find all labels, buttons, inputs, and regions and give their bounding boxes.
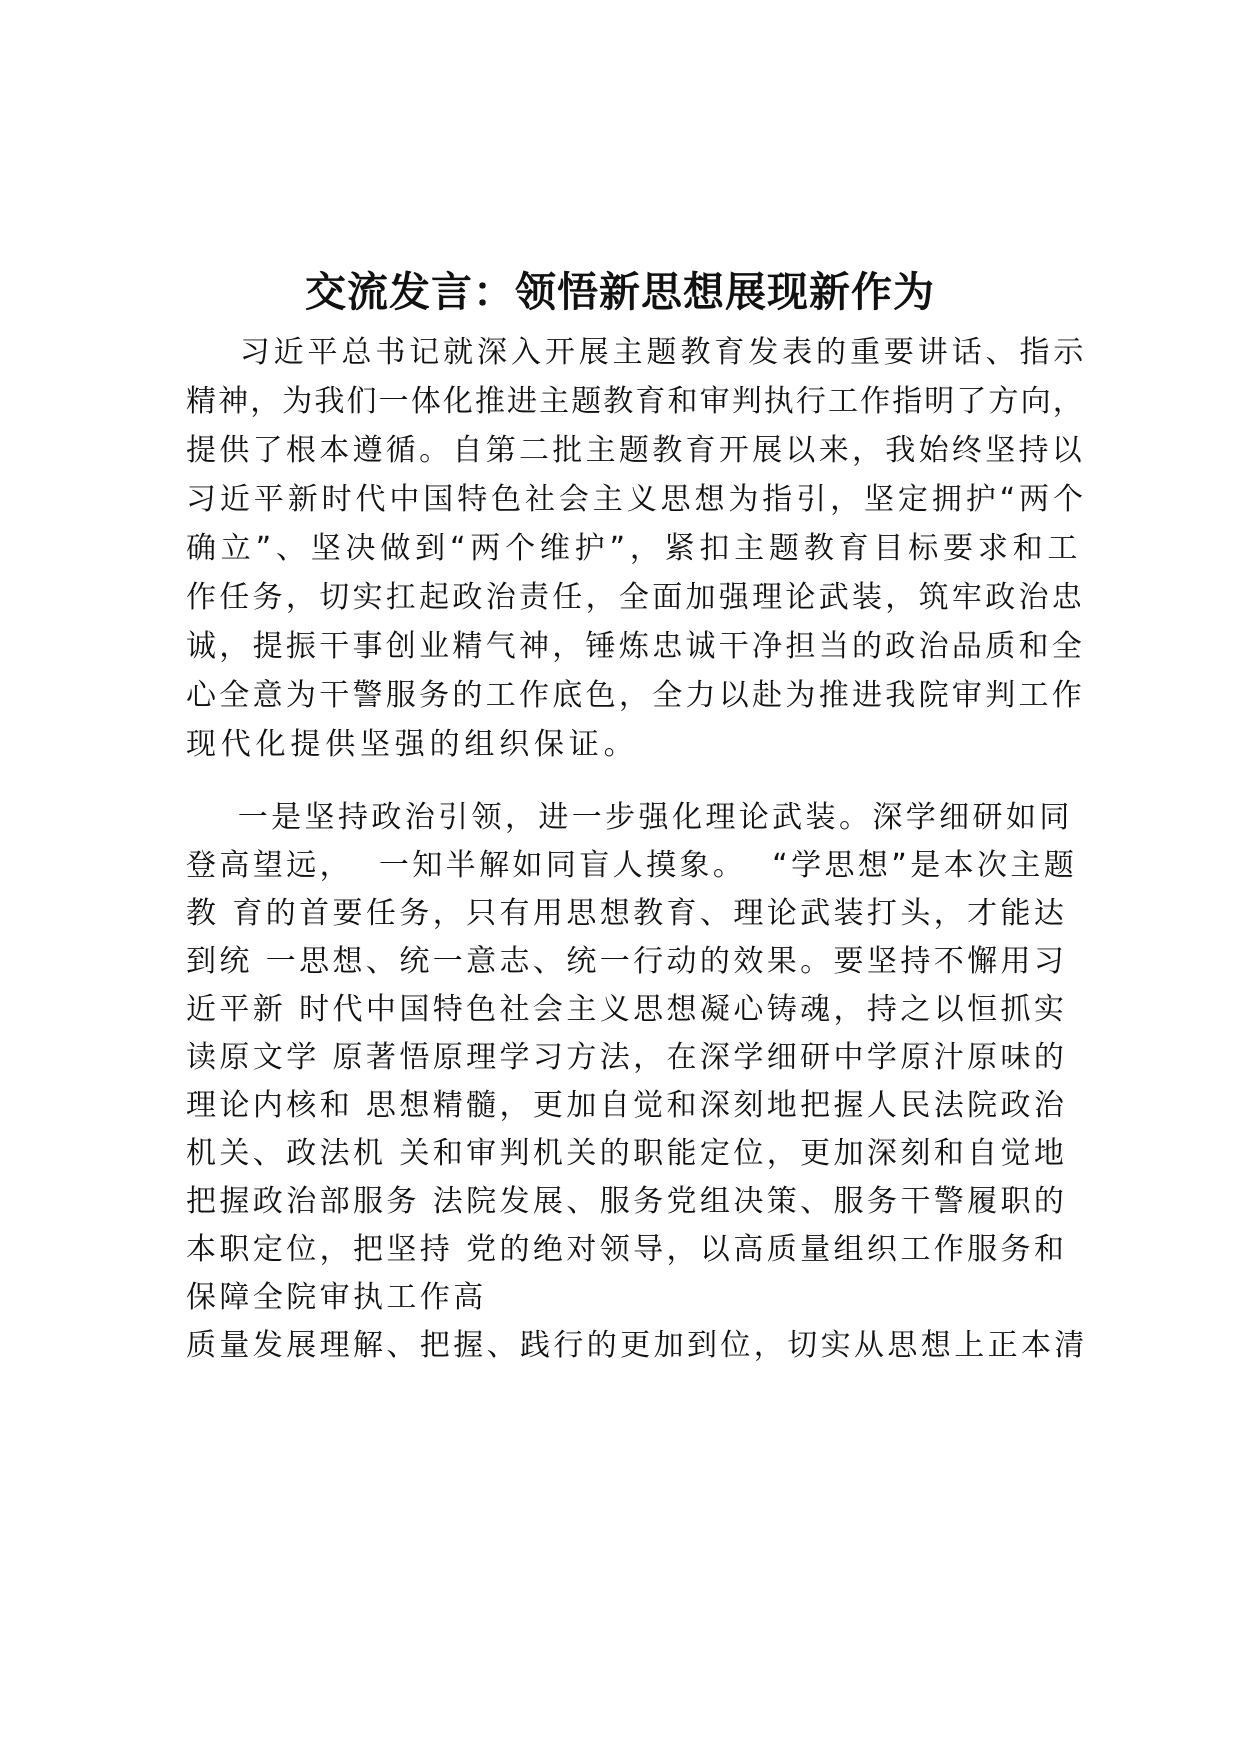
paragraph-line: 理论内核和 思想精髓，更加自觉和深刻地把握人民法院政治 [186, 1088, 1068, 1123]
paragraph-line: 习近平新时代中国特色社会主义思想为指引，坚定拥护“两个 [186, 482, 1087, 517]
paragraph-line: 确立”、坚决做到“两个维护”，紧扣主题教育目标要求和工 [186, 531, 1083, 566]
paragraph-line: 本职定位，把坚持 党的绝对领导，以高质量组织工作服务和 [186, 1232, 1068, 1267]
paragraph-line: 习近平总书记就深入开展主题教育发表的重要讲话、指示 [186, 335, 1088, 370]
paragraph-line: 机关、政法机 关和审判机关的职能定位，更加深刻和自觉地 [186, 1136, 1068, 1171]
paragraph-line: 现代化提供坚强的组织保证。 [186, 727, 639, 762]
paragraph-line: 诚，提振干事创业精气神，锤炼忠诚干净担当的政治品质和全 [186, 629, 1086, 664]
paragraph-line: 作任务，切实扛起政治责任，全面加强理论武装，筑牢政治忠 [186, 580, 1086, 615]
paragraph-line: 近平新 时代中国特色社会主义思想凝心铸魂，持之以恒抓实 [186, 992, 1068, 1027]
paragraph-line: 读原文学 原著悟原理学习方法，在深学细研中学原汁原味的 [186, 1040, 1068, 1075]
document-title: 交流发言：领悟新思想展现新作为 [305, 268, 935, 316]
paragraph-line: 精神，为我们一体化推进主题教育和审判执行工作指明了方向， [186, 384, 1085, 419]
paragraph-line: 一是坚持政治引领，进一步强化理论武装。深学细研如同 [186, 800, 1073, 835]
paragraph-line: 教 育的首要任务，只有用思想教育、理论武装打头，才能达 [186, 896, 1068, 931]
paragraph-line: 登高望远， 一知半解如同盲人摸象。 “学思想”是本次主题 [186, 848, 1078, 883]
paragraph-line: 心全意为干警服务的工作底色，全力以赴为推进我院审判工作 [186, 678, 1086, 713]
paragraph-line: 保障全院审执工作高 [186, 1280, 487, 1315]
paragraph-line: 质量发展理解、把握、践行的更加到位，切实从思想上正本清 [186, 1328, 1088, 1363]
paragraph-line: 到统 一思想、统一意志、统一行动的效果。要坚持不懈用习 [186, 944, 1068, 979]
paragraph-line: 把握政治部服务 法院发展、服务党组决策、服务干警履职的 [186, 1184, 1068, 1219]
paragraph-line: 提供了根本遵循。自第二批主题教育开展以来，我始终坚持以 [186, 433, 1086, 468]
